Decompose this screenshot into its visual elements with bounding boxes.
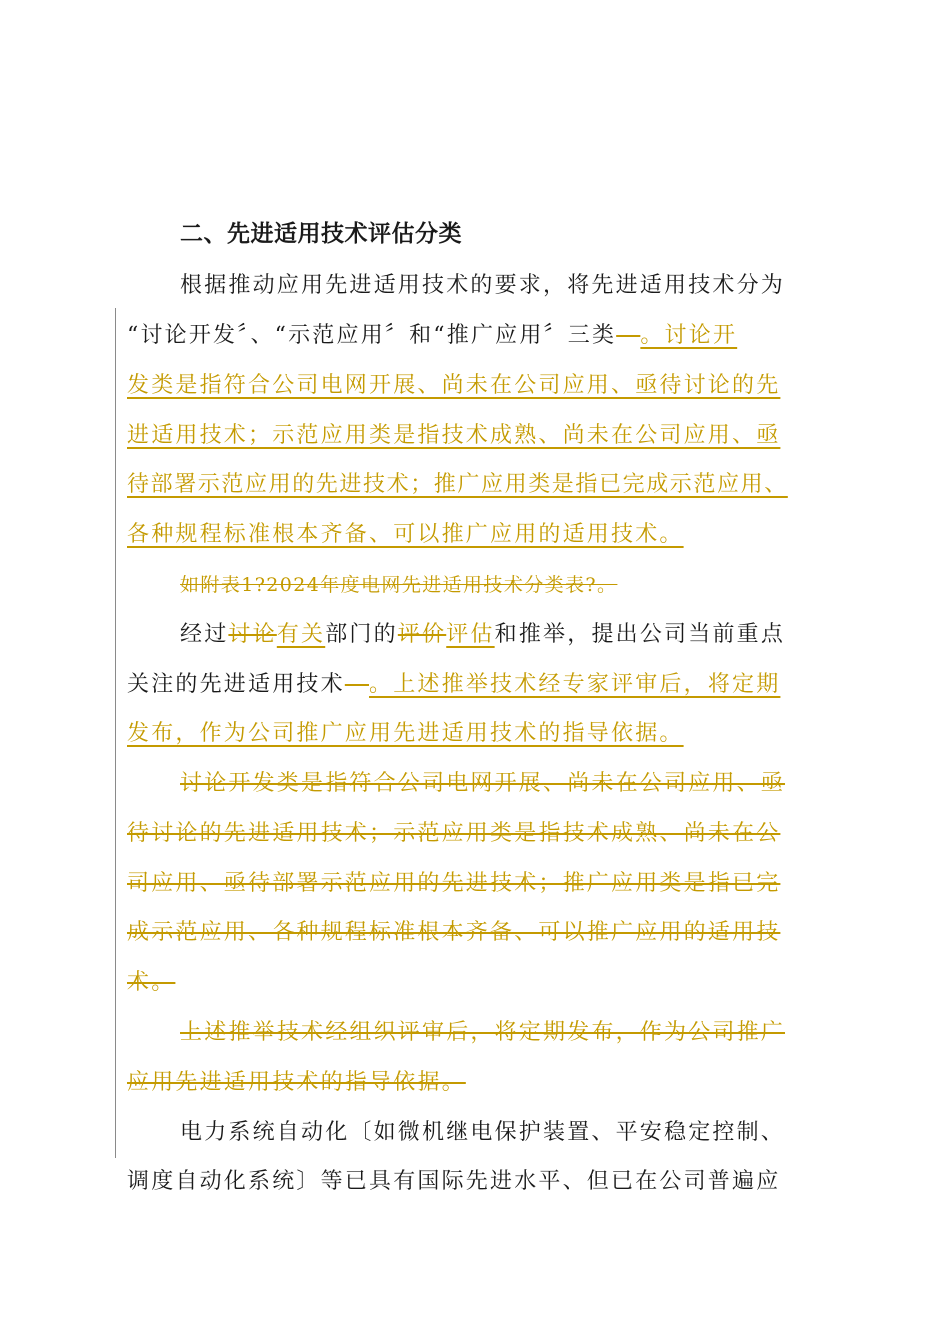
inserted-text: 评估 [446, 622, 495, 647]
normal-text: 和推举，提出公司当前重点 [494, 622, 786, 647]
paragraph-4-line-3: 司应用、亟待部署示范应用的先进技术；推广应用类是指已完 [127, 871, 781, 896]
paragraph-3-line-1 [180, 615, 785, 655]
deleted-text: — [616, 323, 641, 348]
paragraph-3-line-3: 发布，作为公司推广应用先进适用技术的指导依据。 [127, 721, 684, 746]
normal-text: “讨论开发〞、“示范应用〞和“推广应用〞三类 [127, 323, 617, 348]
paragraph-1-line-5: 待部署示范应用的先进技术；推广应用类是指已完成示范应用、 [127, 472, 788, 497]
paragraph-5-line-2: 应用先进适用技术的指导依据。 [127, 1070, 466, 1095]
normal-text: 经过 [180, 622, 229, 647]
paragraph-4-line-2: 待讨论的先进适用技术；示范应用类是指技术成熟、尚未在公 [127, 821, 781, 846]
inserted-text: 有关 [276, 622, 326, 647]
paragraph-4-line-1: 讨论开发类是指符合公司电网开展、尚未在公司应用、亟 [180, 771, 786, 796]
paragraph-1-line-2 [127, 316, 737, 356]
paragraph-4-line-5: 术。 [127, 970, 176, 995]
normal-text: 部门的 [325, 622, 398, 647]
deleted-text: — [344, 672, 370, 697]
paragraph-6-line-2: 调度自动化系统〕等已具有国际先进水平、但已在公司普遍应 [127, 1169, 781, 1194]
revision-change-bar [115, 308, 116, 1158]
inserted-text: 。上述推举技术经专家评审后，将定期 [369, 672, 781, 697]
normal-text: 关注的先进适用技术 [127, 672, 345, 697]
section-heading: 二、先进适用技术评估分类 [180, 221, 462, 247]
inserted-text: 。讨论开 [640, 323, 738, 348]
paragraph-1-line-3: 发类是指符合公司电网开展、尚未在公司应用、亟待讨论的先 [127, 373, 781, 398]
paragraph-1-line-4: 进适用技术；示范应用类是指技术成熟、尚未在公司应用、亟 [127, 423, 781, 448]
deleted-text: 讨论 [228, 622, 277, 647]
paragraph-6-line-1: 电力系统自动化〔如微机继电保护装置、平安稳定控制、 [180, 1120, 786, 1145]
paragraph-3-line-2 [127, 665, 780, 705]
paragraph-1-line-1: 根据推动应用先进适用技术的要求，将先进适用技术分为 [180, 273, 786, 298]
paragraph-4-line-4: 成示范应用、各种规程标准根本齐备、可以推广应用的适用技 [127, 920, 781, 945]
paragraph-1-line-6: 各种规程标准根本齐备、可以推广应用的适用技术。 [127, 522, 684, 547]
deleted-text: 评价 [397, 622, 447, 647]
paragraph-5-line-1: 上述推举技术经组织评审后，将定期发布，作为公司推广 [180, 1020, 786, 1045]
paragraph-2-line-1: 如附表1?2024年度电网先进适用技术分类表?。 [180, 574, 618, 596]
